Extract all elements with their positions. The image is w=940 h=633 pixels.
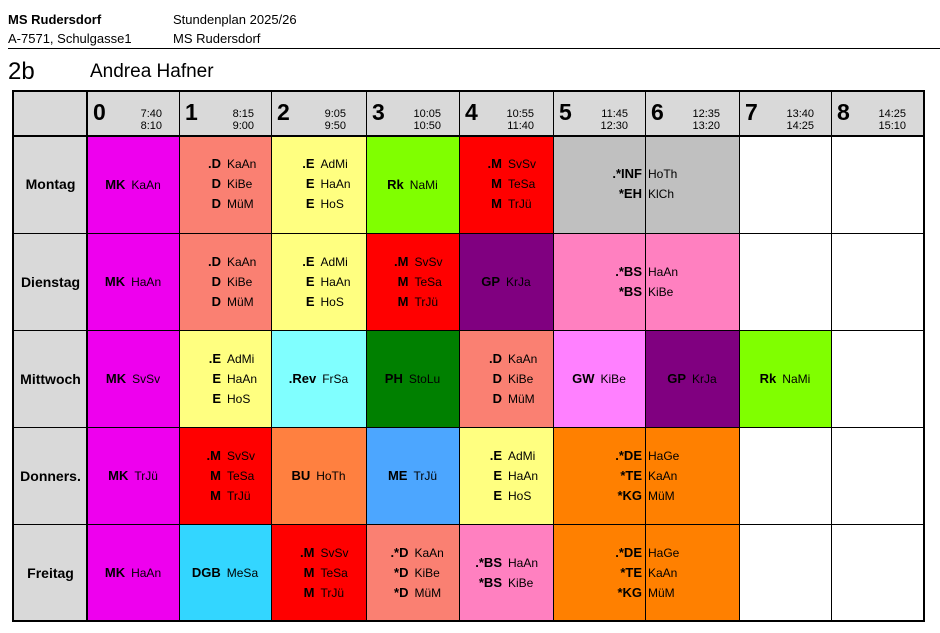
lesson-subject: E	[305, 196, 315, 211]
lesson-subject: .*DE	[615, 544, 642, 560]
lesson-teacher: HaAn	[320, 177, 351, 191]
lesson-subject: M	[303, 564, 315, 580]
lesson-teacher: KiBe	[600, 372, 626, 386]
period-start: 10:05	[413, 108, 441, 120]
lesson-teacher: KiBe	[227, 274, 253, 289]
lesson-teacher: SvSv	[414, 254, 443, 269]
school-address: A-7571, Schulgasse1	[8, 31, 132, 46]
lesson-subject: .D	[208, 156, 221, 171]
lesson-teacher: TeSa	[414, 274, 442, 289]
lesson-teacher: MüM	[648, 488, 675, 503]
period-start: 11:45	[601, 108, 628, 120]
lesson-teacher: FrSa	[322, 372, 349, 386]
lesson-teacher: KaAn	[227, 254, 257, 269]
lesson-teacher: KrJa	[506, 275, 531, 289]
period-number: 0	[93, 99, 106, 125]
period-start: 10:55	[506, 108, 534, 120]
lesson-subject: MK	[105, 371, 127, 386]
lesson-subject: MK	[105, 176, 126, 192]
period-end: 14:25	[786, 120, 814, 132]
lesson-subject: PH	[384, 371, 403, 386]
lesson-subject: E	[493, 487, 502, 503]
lesson-subject: M	[210, 467, 221, 483]
lesson-subject: GP	[481, 274, 501, 289]
lesson-subject: M	[491, 176, 502, 191]
school-name: MS Rudersdorf	[8, 12, 102, 27]
lesson-subject: D	[492, 390, 502, 406]
lesson-teacher: HoTh	[316, 469, 346, 483]
lesson-subject: .*DE	[615, 447, 642, 463]
period-number: 4	[465, 99, 478, 125]
lesson-subject: M	[491, 196, 502, 211]
lesson-subject: .M	[394, 253, 409, 269]
lesson-teacher: AdMi	[320, 157, 348, 171]
lesson-subject: *TE	[620, 467, 642, 483]
lesson-teacher: HoS	[227, 391, 251, 406]
lesson-teacher: HaGe	[648, 545, 680, 560]
lesson-teacher: SvSv	[132, 372, 161, 386]
period-number: 6	[651, 99, 664, 125]
lesson-teacher: AdMi	[227, 351, 255, 366]
lesson-teacher: HoS	[320, 197, 344, 211]
period-end: 10:50	[413, 120, 441, 132]
lesson-subject: MK	[108, 468, 129, 483]
day-label: Mittwoch	[14, 330, 87, 427]
lesson-teacher: HaAn	[508, 555, 539, 570]
lesson-subject: .M	[300, 544, 315, 560]
lesson-subject: E	[212, 390, 221, 406]
lesson-teacher: NaMi	[782, 372, 811, 386]
lesson-teacher: MüM	[508, 391, 535, 406]
lesson-subject: E	[305, 293, 315, 309]
lesson-teacher: KiBe	[414, 565, 440, 580]
lesson-subject: M	[303, 584, 315, 600]
lesson-teacher: HoTh	[648, 167, 678, 181]
class-name: 2b	[8, 58, 35, 85]
lesson-teacher: TeSa	[508, 177, 536, 191]
teacher-name: Andrea Hafner	[90, 61, 214, 82]
lesson-subject: .*INF	[612, 166, 642, 181]
period-number: 1	[185, 99, 198, 125]
lesson-subject: *KG	[617, 584, 642, 600]
lesson-subject: BU	[291, 468, 311, 483]
lesson-subject: .E	[489, 447, 502, 463]
lesson-subject: .*D	[390, 544, 409, 560]
lesson-subject: MK	[104, 274, 126, 289]
lesson-teacher: KaAn	[648, 468, 678, 483]
lesson-teacher: MüM	[648, 585, 675, 600]
lesson-subject: D	[211, 196, 221, 211]
lesson-subject: D	[492, 370, 502, 386]
lesson-subject: .E	[302, 156, 315, 171]
period-end: 13:20	[692, 120, 720, 132]
lesson-teacher: TrJü	[227, 488, 251, 503]
period-number: 8	[837, 99, 850, 125]
school-name-secondary: MS Rudersdorf	[173, 31, 261, 46]
period-start: 8:15	[232, 108, 254, 120]
lesson-subject: D	[211, 273, 221, 289]
period-number: 7	[745, 99, 758, 125]
lesson-teacher: HaGe	[648, 448, 680, 463]
period-end: 8:10	[140, 120, 162, 132]
lesson-subject: M	[397, 293, 409, 309]
lesson-teacher: NaMi	[409, 177, 438, 192]
lesson-subject: *KG	[617, 487, 642, 503]
lesson-teacher: MeSa	[226, 566, 259, 580]
lesson-subject: .M	[487, 156, 502, 171]
lesson-teacher: TrJü	[414, 294, 439, 309]
lesson-teacher: HaAn	[320, 274, 351, 289]
period-start: 12:35	[692, 108, 720, 120]
plan-title: Stundenplan 2025/26	[173, 12, 297, 27]
lesson-teacher: TeSa	[227, 468, 255, 483]
lesson-subject: Rk	[759, 371, 777, 386]
lesson-teacher: KiBe	[648, 284, 674, 299]
lesson-teacher: TrJü	[320, 585, 345, 600]
period-end: 12:30	[600, 120, 628, 132]
period-start: 13:40	[786, 108, 814, 120]
lesson-subject: Rk	[387, 176, 404, 192]
lesson-subject: *EH	[618, 186, 642, 201]
lesson-subject: M	[210, 487, 221, 503]
lesson-subject: DGB	[191, 565, 221, 580]
lesson-subject: D	[211, 293, 221, 309]
lesson-teacher: KiBe	[227, 177, 253, 191]
lesson-teacher: HaAn	[131, 275, 162, 289]
lesson-subject: D	[211, 176, 221, 191]
lesson-subject: .Rev	[288, 371, 317, 386]
lesson-teacher: HaAn	[648, 264, 679, 279]
lesson-teacher: MüM	[227, 294, 254, 309]
lesson-subject: .D	[208, 253, 221, 269]
lesson-subject: E	[305, 273, 315, 289]
period-end: 9:50	[324, 120, 346, 132]
lesson-teacher: AdMi	[508, 448, 536, 463]
lesson-teacher: HaAn	[508, 468, 539, 483]
lesson-subject: *D	[394, 564, 409, 580]
lesson-subject: .*BS	[475, 554, 502, 570]
lesson-subject: .M	[206, 447, 221, 463]
lesson-subject: .D	[489, 350, 502, 366]
lesson-teacher: TrJü	[508, 197, 532, 211]
period-number: 5	[559, 99, 572, 125]
period-start: 14:25	[878, 108, 906, 120]
period-number: 2	[277, 99, 290, 125]
lesson-teacher: KaAn	[648, 565, 678, 580]
lesson-teacher: SvSv	[320, 545, 349, 560]
day-label: Dienstag	[14, 233, 87, 330]
lesson-subject: *BS	[478, 574, 502, 590]
lesson-teacher: HaAn	[131, 566, 162, 580]
lesson-teacher: SvSv	[227, 448, 256, 463]
lesson-subject: .E	[208, 350, 221, 366]
lesson-subject: ME	[387, 468, 408, 483]
lesson-teacher: SvSv	[508, 157, 537, 171]
period-end: 11:40	[507, 120, 534, 132]
lesson-teacher: MüM	[227, 197, 254, 211]
lesson-teacher: KiBe	[508, 575, 534, 590]
grid-frame	[12, 90, 925, 622]
period-start: 9:05	[324, 108, 346, 120]
lesson-subject: E	[212, 370, 221, 386]
lesson-subject: *D	[394, 584, 409, 600]
day-label: Freitag	[14, 524, 87, 621]
lesson-teacher: HoS	[320, 294, 344, 309]
day-label: Donners.	[14, 427, 87, 524]
day-label: Montag	[14, 135, 87, 233]
lesson-teacher: KiBe	[508, 371, 534, 386]
lesson-teacher: MüM	[414, 585, 442, 600]
lesson-subject: E	[493, 467, 502, 483]
lesson-teacher: HoS	[508, 488, 532, 503]
period-start: 7:40	[140, 108, 162, 120]
lesson-subject: GP	[667, 371, 687, 386]
period-end: 9:00	[232, 120, 254, 132]
lesson-teacher: KaAn	[227, 157, 257, 171]
lesson-teacher: AdMi	[320, 254, 348, 269]
lesson-teacher: TeSa	[320, 565, 348, 580]
lesson-teacher: TrJü	[413, 469, 438, 483]
lesson-subject: *TE	[620, 564, 642, 580]
lesson-subject: MK	[104, 565, 126, 580]
lesson-teacher: KaAn	[131, 177, 161, 192]
lesson-subject: .*BS	[615, 263, 642, 279]
lesson-subject: .E	[302, 253, 315, 269]
lesson-teacher: KaAn	[414, 545, 444, 560]
lesson-teacher: KlCh	[648, 187, 675, 201]
period-number: 3	[372, 99, 385, 125]
period-end: 15:10	[878, 120, 906, 132]
lesson-subject: M	[397, 273, 409, 289]
lesson-teacher: HaAn	[227, 371, 258, 386]
lesson-subject: *BS	[618, 283, 642, 299]
lesson-teacher: KaAn	[508, 351, 538, 366]
lesson-teacher: TrJü	[134, 469, 158, 483]
lesson-teacher: StoLu	[408, 372, 441, 386]
lesson-subject: GW	[572, 371, 595, 386]
lesson-subject: E	[305, 176, 315, 191]
lesson-teacher: KrJa	[692, 372, 717, 386]
